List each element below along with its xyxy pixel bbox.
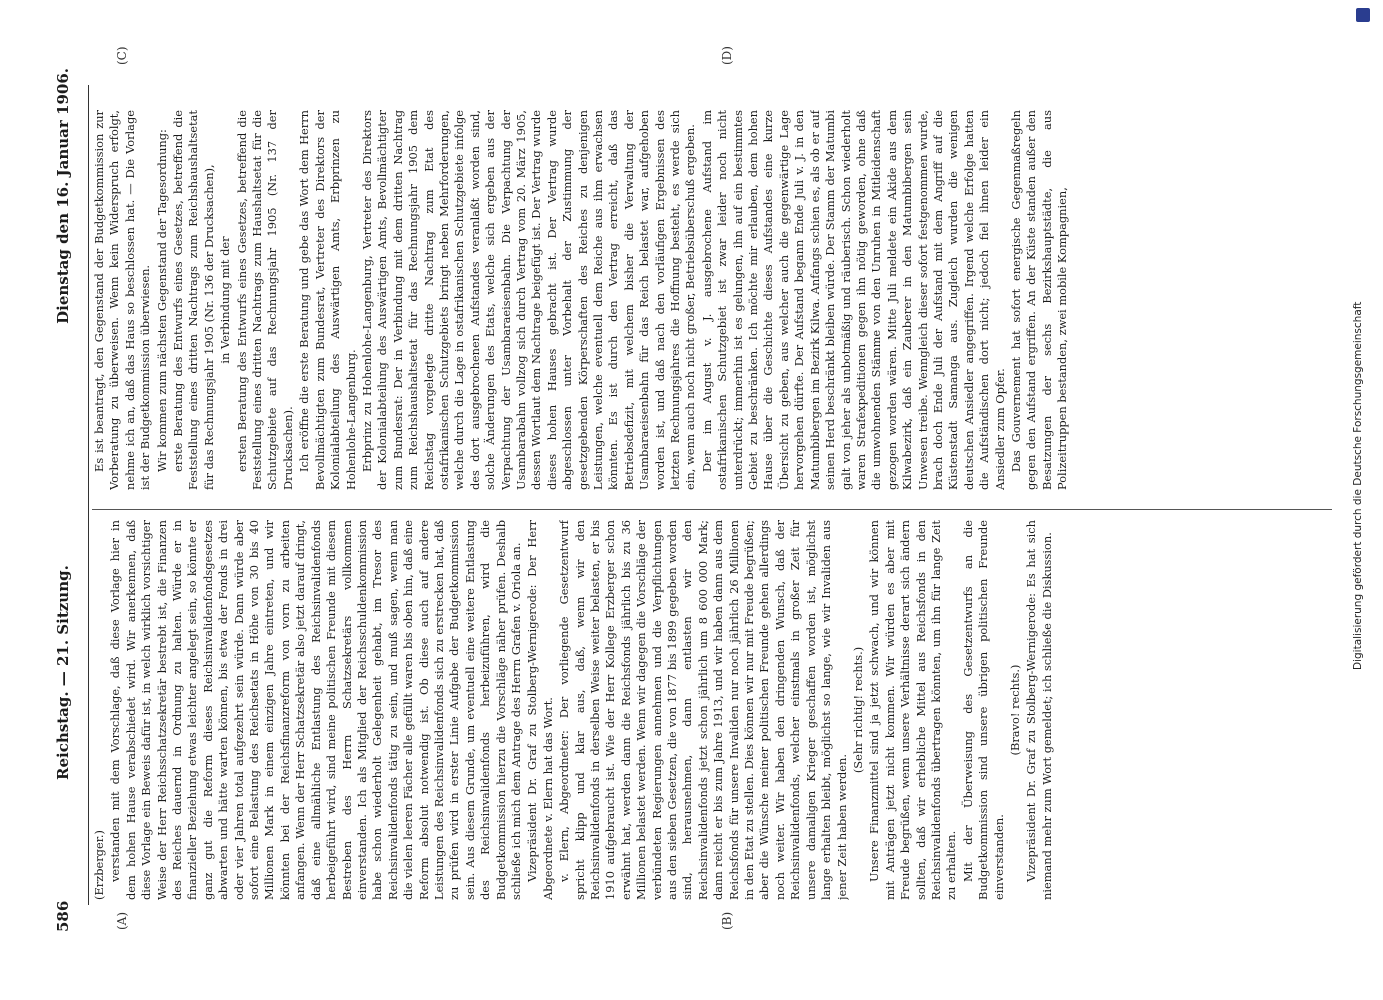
paragraph: Wir kommen zum nächsten Gegenstand der Tagesordnung:	[154, 129, 169, 472]
paragraph: Mit der Überweisung des Gesetzentwurfs an die Budgetkommission sind unsere übrigen politischen Freunde einverstanden.	[960, 520, 1006, 900]
margin-mark-a: (A)	[115, 911, 129, 930]
credit-text: Digitalisierung gefördert durch die Deutsche Forschungsgemeinschaft	[1352, 301, 1364, 670]
page-number: 586	[54, 900, 72, 932]
digitization-credit	[1352, 10, 1376, 690]
running-title: Reichstag. — 21. Sitzung.	[54, 565, 72, 780]
paragraph: Vizepräsident Dr. Graf zu Stolberg-Wernigerode: Der Herr Abgeordnete v. Elern hat das Wort.	[525, 520, 555, 900]
paragraph: Vizepräsident Dr. Graf zu Stolberg-Wernigerode: Es hat sich niemand mehr zum Wort gemeldet; ich schließe die Diskussion.	[1024, 520, 1054, 900]
agenda-item: erste Beratung des Entwurfs eines Gesetzes, betreffend die Feststellung eines dritten Nachtrags zum Reichshaushaltsetat für das Rechnungsjahr 1905 (Nr. 136 der Drucksachen),	[171, 110, 216, 490]
paragraph: Der im August v. J. ausgebrochene Aufstand im ostafrikanischen Schutzgebiet ist zwar leider noch nicht unterdrückt; immerhin ist es gelungen, ihn auf ein bestimmtes Gebiet zu beschränken. Ich möchte mir erlauben, dem hohen Hause über die Geschichte dieses Aufstandes eine kurze Übersicht zu geben, aus welcher auch die gegenwärtige Lage hervorgehen dürfte. Der Aufstand begann Ende Juli v. J. in den Matumbibergen im Bezirk Kilwa. Anfangs schien es, als ob er auf seinen Herd beschränkt bleiben würde. Der Stamm der Matumbi galt von jeher als unbotmäßig und räuberisch. Schon wiederholt waren Strafexpeditionen gegen ihn nötig geworden, ohne daß die umwohnenden Stämme von den Unruhen in Mitleidenschaft gezogen worden wären. Mitte Juli meldete ein Akide aus dem Kilwabezirk, daß ein Zauberer in den Matumbibergen sein Unwesen treibe. Wenngleich dieser sofort festgenommen wurde, brach doch Ende Juli der Aufstand mit dem Angriff auf die Küstenstadt Samanga aus. Zugleich wurden die wenigen deutschen Ansiedler angegriffen. Irgend welche Erfolge hatten die Aufständischen dort nicht; jedoch fiel ihnen leider ein Ansiedler zum Opfer.	[699, 110, 1007, 490]
paragraph: Unsere Finanzmittel sind ja jetzt schwach, und wir können mit Anträgen jetzt nicht kommen. Wir würden es aber mit Freude begrüßen, wenn unsere Verhältnisse derart sich ändern sollten, daß wir erhebliche Mittel aus Reichsfonds in den Reichsinvalidenfonds übertragen könnten, um ihn für lange Zeit zu erhalten.	[867, 520, 959, 900]
column-divider	[92, 509, 1332, 510]
header-rule	[88, 85, 89, 905]
interjection: (Bravo! rechts.)	[1007, 664, 1022, 756]
left-column	[92, 520, 1332, 900]
paragraph: Es ist beantragt, den Gegenstand der Budgetkommission zur Vorberatung zu überweisen. Wenn kein Widerspruch erfolgt, nehme ich an, daß das Haus so beschlossen hat. — Die Vorlage ist der Budgetkommission überwiesen.	[92, 110, 153, 490]
right-column	[92, 110, 1332, 490]
margin-mark-c: (C)	[115, 46, 129, 65]
speaker-continuation: (Erzberger.)	[92, 830, 106, 900]
paragraph: Erbprinz zu Hohenlohe-Langenburg, Vertreter des Direktors der Kolonialabteilung des Auswärtigen Amts, Bevollmächtigter zum Bundesrat: Der in Verbindung mit dem dritten Nachtrag zum Reichshaushaltsetat für das Rechnungsjahr 1905 dem Reichstag vorgelegte dritte Nachtrag zum Etat des ostafrikanischen Schutzgebiets bringt neben Mehrforderungen, welche durch die Lage in ostafrikanischen Schutzgebiete infolge des dort ausgebrochenen Aufstandes veranlaßt worden sind, solche Änderungen des Etats, welche sich ergeben aus der Verpachtung der Usambaraeisenbahn. Die Verpachtung der Usambarabahn vollzog sich durch Vertrag vom 20. März 1905, dessen Wortlaut dem Nachtrage beigefügt ist. Der Vertrag wurde dieses hohen Hauses gebracht ist. Der Vertrag wurde abgeschlossen unter Vorbehalt der Zustimmung der gesetzgebenden Körperschaften des Reiches zu denjenigen Leistungen, welche eventuell dem Reiche aus ihm erwachsen könnten. Es ist durch den Vertrag erreicht, daß das Betriebsdefizit, mit welchem bisher die Verwaltung der Usambaraeisenbahn für das Reich belastet war, aufgehoben worden ist, und daß nach den vorläufigen Ergebnissen des letzten Rechnungsjahres die Hoffnung besteht, es werde sich ein, wenn auch noch nicht großer, Betriebsüberschuß ergeben.	[359, 110, 698, 490]
margin-mark-b: (B)	[720, 911, 734, 930]
paragraph: verstanden mit dem Vorschlage, daß diese Vorlage hier in dem hohen Hause verabschiedet wird. Wir anerkennen, daß diese Vorlage ein Beweis dafür ist, in welch wirklich vorsichtiger Weise der Herr Reichsschatzsekretär bestrebt ist, die Finanzen des Reiches dauernd in Ordnung zu halten. Würde er in finanzieller Beziehung etwas leichter angelegt sein, so könnte er ganz gut die Reform dieses Reichsinvalidenfondsgesetzes abwarten und hätte warten können, bis etwa der Fonds in drei oder vier Jahren total aufgezehrt sein würde. Dann würde aber sofort eine Belastung des Reichsetats in Höhe von 30 bis 40 Millionen Mark in einem einzigen Jahre eintreten, und wir könnten bei der Reichsfinanzreform von vorn zu arbeiten anfangen. Wenn der Herr Schatzsekretär also jetzt darauf dringt, daß eine allmähliche Entlastung des Reichsinvalidenfonds herbeigeführt wird, sind meine politischen Freunde mit diesem Bestreben des Herrn Schatzsekretärs vollkommen einverstanden. Ich als Mitglied der Reichsschuldenkommission habe schon wiederholt Gelegenheit gehabt, im Tresor des Reichsinvalidenfonds tätig zu sein, und muß sagen, wenn man die vielen leeren Fächer alle gefüllt waren bis oben hin, daß eine Reform absolut notwendig ist. Ob diese auch auf andere Leistungen des Reichsinvalidenfonds sich zu erstrecken hat, daß zu prüfen wird in erster Linie Aufgabe der Budgetkommission sein. Aus diesem Grunde, um eventuell eine weitere Entlastung des Reichsinvalidenfonds herbeizuführen, wird die Budgetkommission hierzu die Vorschläge näher prüfen. Deshalb schließe ich mich dem Antrage des Herrn Grafen v. Oriola an.	[108, 520, 523, 900]
page-header	[50, 60, 84, 940]
interjection: (Sehr richtig! rechts.)	[850, 646, 865, 774]
paragraph: Das Gouvernement hat sofort energische Gegenmaßregeln gegen den Aufstand ergriffen. An der Küste standen außer den Besatzungen der sechs Bezirkshauptstädte, die aus Polizeitruppen bestanden, zwei mobile Kompagnien,	[1008, 110, 1070, 490]
agenda-connector: in Verbindung mit der	[218, 236, 233, 364]
paragraph: Ich eröffne die erste Beratung und gebe das Wort dem Herrn Bevollmächtigten zum Bundesrat, Vertreter des Direktors der Kolonialabteilung des Auswärtigen Amts, Erbprinzen zu Hohenlohe-Langenburg.	[297, 110, 358, 490]
margin-mark-d: (D)	[720, 46, 734, 65]
session-date: Dienstag den 16. Januar 1906.	[54, 68, 72, 324]
paragraph: v. Elern, Abgeordneter: Der vorliegende Gesetzentwurf spricht klipp und klar aus, daß, wenn wir den Reichsinvalidenfonds in derselben Weise weiter belasten, er bis 1910 aufgebraucht ist. Wie der Herr Kollege Erzberger schon erwähnt hat, werden dann die Reichsfonds jährlich bis zu 36 Millionen belastet werden. Wenn wir dagegen die Vorschläge der verbündeten Regierungen annehmen und die Verpflichtungen aus den sieben Gesetzen, die von 1877 bis 1899 gegeben worden sind, herausnehmen, dann entlasten wir den Reichsinvalidenfonds jetzt schon jährlich um 8 600 000 Mark; dann reicht er bis zum Jahre 1913, und wir haben dann aus dem Reichsfonds für unsere Invaliden nur noch jährlich 26 Millionen in den Etat zu stellen. Dies können wir nur mit Freude begrüßen; aber die Wünsche meiner politischen Freunde gehen allerdings noch weiter. Wir haben den dringenden Wunsch, daß der Reichsinvalidenfonds, welcher einstmals in großer Zeit für unsere damaligen Krieger geschaffen worden ist, möglichst lange erhalten bleibt, möglichst so lange, wie wir Invaliden aus jener Zeit haben werden.	[557, 520, 849, 900]
agenda-item: ersten Beratung des Entwurfs eines Gesetzes, betreffend die Feststellung eines dritten Nachtrags zum Haushaltsetat für die Schutzgebiete auf das Rechnungsjahr 1905 (Nr. 137 der Drucksachen).	[234, 110, 295, 490]
